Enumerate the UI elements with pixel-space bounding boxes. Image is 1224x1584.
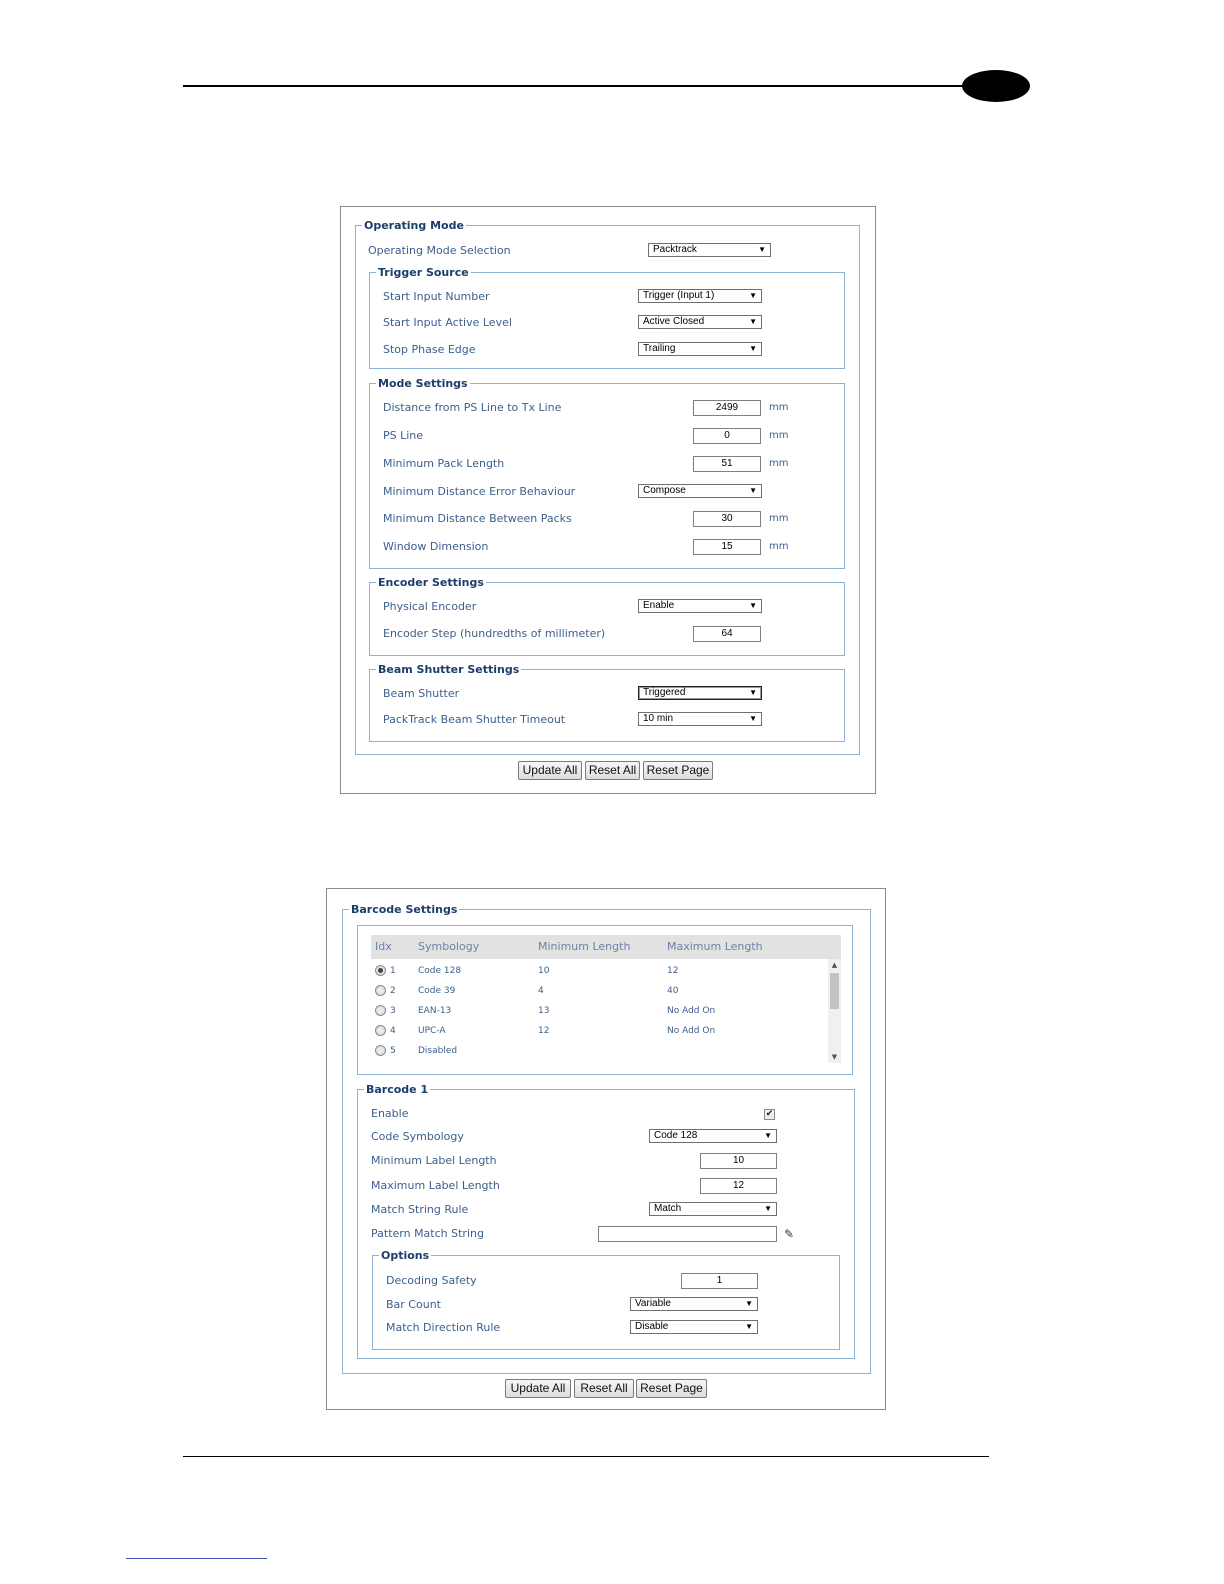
- table-row[interactable]: [371, 961, 827, 981]
- ps-line-label: PS Line: [383, 429, 424, 442]
- start-input-active-level-row: [341, 315, 875, 333]
- table-row[interactable]: [371, 981, 827, 1001]
- match-direction-rule-value: Disable: [635, 1321, 669, 1332]
- physical-encoder-select[interactable]: [638, 599, 762, 613]
- window-dimension-row: [341, 539, 875, 557]
- stop-phase-edge-value: Trailing: [643, 343, 676, 354]
- scroll-thumb[interactable]: [830, 973, 839, 1009]
- code-symbology-select[interactable]: [649, 1129, 777, 1143]
- row-idx: 2: [390, 986, 396, 996]
- code-symbology-label: Code Symbology: [371, 1130, 464, 1143]
- min-label-length-input[interactable]: 10: [700, 1153, 777, 1169]
- min-distance-error-row: [341, 484, 875, 502]
- chevron-down-icon: ▼: [745, 1322, 753, 1331]
- row-radio[interactable]: [375, 1005, 386, 1016]
- operating-mode-select-value: Packtrack: [653, 244, 697, 255]
- row-idx: 4: [390, 1026, 396, 1036]
- min-label-length-label: Minimum Label Length: [371, 1154, 497, 1167]
- decoding-safety-input[interactable]: 1: [681, 1273, 758, 1289]
- footer-rule: [183, 1456, 989, 1457]
- ps-line-unit: mm: [769, 430, 789, 441]
- operating-mode-legend: Operating Mode: [364, 219, 464, 232]
- row-max-length: No Add On: [667, 1026, 716, 1036]
- beam-shutter-legend: Beam Shutter Settings: [378, 663, 520, 676]
- reset-all-button[interactable]: Reset All: [574, 1379, 634, 1398]
- reset-page-button[interactable]: Reset Page: [643, 761, 713, 780]
- physical-encoder-label: Physical Encoder: [383, 600, 477, 613]
- start-input-active-level-select[interactable]: [638, 315, 762, 329]
- beam-shutter-timeout-label: PackTrack Beam Shutter Timeout: [383, 713, 566, 726]
- table-row[interactable]: [371, 1001, 827, 1021]
- barcode-settings-legend: Barcode Settings: [351, 903, 458, 916]
- encoder-settings-legend: Encoder Settings: [378, 576, 484, 589]
- pencil-icon[interactable]: ✎: [784, 1227, 795, 1241]
- barcode1-legend: Barcode 1: [366, 1083, 429, 1096]
- column-header-idx[interactable]: Idx: [375, 940, 392, 953]
- match-direction-rule-label: Match Direction Rule: [386, 1321, 501, 1334]
- table-row[interactable]: [371, 1021, 827, 1041]
- start-input-active-level-value: Active Closed: [643, 316, 705, 327]
- chevron-down-icon: ▼: [749, 317, 757, 326]
- stop-phase-edge-row: [341, 342, 875, 360]
- match-string-rule-select[interactable]: [649, 1202, 777, 1216]
- column-header-min-length[interactable]: Minimum Length: [538, 940, 631, 953]
- footer-link-underline: [126, 1558, 267, 1559]
- max-label-length-input[interactable]: 12: [700, 1178, 777, 1194]
- pattern-match-string-label: Pattern Match String: [371, 1227, 484, 1240]
- ps-line-row: [341, 428, 875, 446]
- row-symbology: UPC-A: [418, 1026, 446, 1036]
- distance-ps-tx-row: [341, 400, 875, 418]
- scroll-up-icon[interactable]: ▲: [831, 961, 838, 969]
- row-radio[interactable]: [375, 985, 386, 996]
- row-radio[interactable]: [375, 1025, 386, 1036]
- chevron-down-icon: ▼: [764, 1204, 772, 1213]
- encoder-step-input[interactable]: 64: [693, 626, 761, 642]
- reset-page-button[interactable]: Reset Page: [636, 1379, 707, 1398]
- bar-count-value: Variable: [635, 1298, 671, 1309]
- row-max-length: 40: [667, 986, 679, 996]
- distance-ps-tx-input[interactable]: 2499: [693, 400, 761, 416]
- row-radio[interactable]: [375, 965, 386, 976]
- start-input-number-select[interactable]: [638, 289, 762, 303]
- header-rule: [183, 85, 973, 87]
- start-input-number-label: Start Input Number: [383, 290, 490, 303]
- start-input-number-row: [341, 289, 875, 307]
- chevron-down-icon: ▼: [758, 245, 766, 254]
- row-max-length: No Add On: [667, 1006, 716, 1016]
- row-radio[interactable]: [375, 1045, 386, 1056]
- bar-count-row: [327, 1297, 885, 1315]
- chapter-tab-marker: [962, 70, 1030, 102]
- code-symbology-value: Code 128: [654, 1130, 698, 1141]
- row-min-length: 12: [538, 1026, 550, 1036]
- row-symbology: EAN-13: [418, 1006, 452, 1016]
- chevron-down-icon: ▼: [749, 601, 757, 610]
- operating-mode-selection-row: [341, 243, 875, 261]
- column-header-symbology[interactable]: Symbology: [418, 940, 480, 953]
- physical-encoder-row: [341, 599, 875, 617]
- update-all-button[interactable]: Update All: [518, 761, 582, 780]
- row-idx: 1: [390, 966, 396, 976]
- chevron-down-icon: ▼: [749, 486, 757, 495]
- mode-settings-legend: Mode Settings: [378, 377, 468, 390]
- bar-count-select[interactable]: [630, 1297, 758, 1311]
- operating-mode-select[interactable]: [648, 243, 771, 257]
- decoding-safety-row: [327, 1273, 885, 1291]
- barcode-table-header: [371, 935, 841, 959]
- beam-shutter-select[interactable]: [638, 686, 762, 700]
- window-dimension-unit: mm: [769, 541, 789, 552]
- distance-ps-tx-unit: mm: [769, 402, 789, 413]
- barcode-settings-screenshot: [326, 888, 886, 1410]
- beam-shutter-row: [341, 686, 875, 704]
- match-string-rule-row: [327, 1202, 885, 1220]
- min-distance-error-value: Compose: [643, 485, 686, 496]
- enable-label: Enable: [371, 1107, 409, 1120]
- stop-phase-edge-select[interactable]: [638, 342, 762, 356]
- pattern-match-string-row: [327, 1226, 885, 1244]
- operating-mode-selection-label: Operating Mode Selection: [368, 244, 511, 257]
- start-input-active-level-label: Start Input Active Level: [383, 316, 512, 329]
- table-scrollbar[interactable]: [828, 959, 841, 1063]
- minimum-pack-length-input[interactable]: 51: [693, 456, 761, 472]
- row-min-length: 4: [538, 986, 544, 996]
- minimum-pack-length-unit: mm: [769, 458, 789, 469]
- row-symbology: Code 128: [418, 966, 462, 976]
- row-symbology: Code 39: [418, 986, 456, 996]
- beam-shutter-label: Beam Shutter: [383, 687, 460, 700]
- match-direction-rule-select[interactable]: [630, 1320, 758, 1334]
- distance-ps-tx-label: Distance from PS Line to Tx Line: [383, 401, 562, 414]
- min-distance-error-label: Minimum Distance Error Behaviour: [383, 485, 576, 498]
- row-idx: 5: [390, 1046, 396, 1056]
- pattern-match-string-input[interactable]: [598, 1226, 777, 1242]
- chevron-down-icon: ▼: [745, 1299, 753, 1308]
- chevron-down-icon: ▼: [749, 714, 757, 723]
- stop-phase-edge-label: Stop Phase Edge: [383, 343, 476, 356]
- beam-shutter-value: Triggered: [643, 687, 686, 698]
- chevron-down-icon: ▼: [749, 291, 757, 300]
- options-legend: Options: [381, 1249, 430, 1262]
- enable-row: [327, 1106, 885, 1124]
- beam-shutter-timeout-row: [341, 712, 875, 730]
- barcode-table: [371, 935, 841, 1063]
- beam-shutter-timeout-select[interactable]: [638, 712, 762, 726]
- beam-shutter-timeout-value: 10 min: [643, 713, 674, 724]
- min-distance-between-packs-unit: mm: [769, 513, 789, 524]
- min-label-length-row: [327, 1153, 885, 1171]
- start-input-number-value: Trigger (Input 1): [643, 290, 715, 301]
- minimum-pack-length-label: Minimum Pack Length: [383, 457, 505, 470]
- enable-checkbox[interactable]: [764, 1109, 775, 1120]
- chevron-down-icon: ▼: [749, 344, 757, 353]
- window-dimension-label: Window Dimension: [383, 540, 489, 553]
- row-max-length: 12: [667, 966, 679, 976]
- min-distance-error-select[interactable]: [638, 484, 762, 498]
- code-symbology-row: [327, 1129, 885, 1147]
- match-string-rule-value: Match: [654, 1203, 682, 1214]
- min-distance-between-packs-label: Minimum Distance Between Packs: [383, 512, 572, 525]
- trigger-source-legend: Trigger Source: [378, 266, 469, 279]
- max-label-length-row: [327, 1178, 885, 1196]
- ps-line-input[interactable]: 0: [693, 428, 761, 444]
- max-label-length-label: Maximum Label Length: [371, 1179, 500, 1192]
- row-min-length: 10: [538, 966, 550, 976]
- column-header-max-length[interactable]: Maximum Length: [667, 940, 763, 953]
- row-min-length: 13: [538, 1006, 550, 1016]
- min-distance-between-packs-input[interactable]: 30: [693, 511, 761, 527]
- match-direction-rule-row: [327, 1320, 885, 1338]
- update-all-button[interactable]: Update All: [505, 1379, 571, 1398]
- bar-count-label: Bar Count: [386, 1298, 441, 1311]
- decoding-safety-label: Decoding Safety: [386, 1274, 477, 1287]
- chevron-down-icon: ▼: [764, 1131, 772, 1140]
- row-symbology: Disabled: [418, 1046, 458, 1056]
- operating-mode-screenshot: [340, 206, 876, 794]
- match-string-rule-label: Match String Rule: [371, 1203, 469, 1216]
- row-idx: 3: [390, 1006, 396, 1016]
- window-dimension-input[interactable]: 15: [693, 539, 761, 555]
- minimum-pack-length-row: [341, 456, 875, 474]
- physical-encoder-value: Enable: [643, 600, 675, 611]
- encoder-step-label: Encoder Step (hundredths of millimeter): [383, 627, 606, 640]
- chevron-down-icon: ▼: [749, 688, 757, 697]
- reset-all-button[interactable]: Reset All: [585, 761, 640, 780]
- min-distance-between-packs-row: [341, 511, 875, 529]
- encoder-step-row: [341, 626, 875, 644]
- scroll-down-icon[interactable]: ▼: [831, 1053, 838, 1061]
- checkmark-icon: ✔: [765, 1109, 774, 1119]
- table-row[interactable]: [371, 1041, 827, 1061]
